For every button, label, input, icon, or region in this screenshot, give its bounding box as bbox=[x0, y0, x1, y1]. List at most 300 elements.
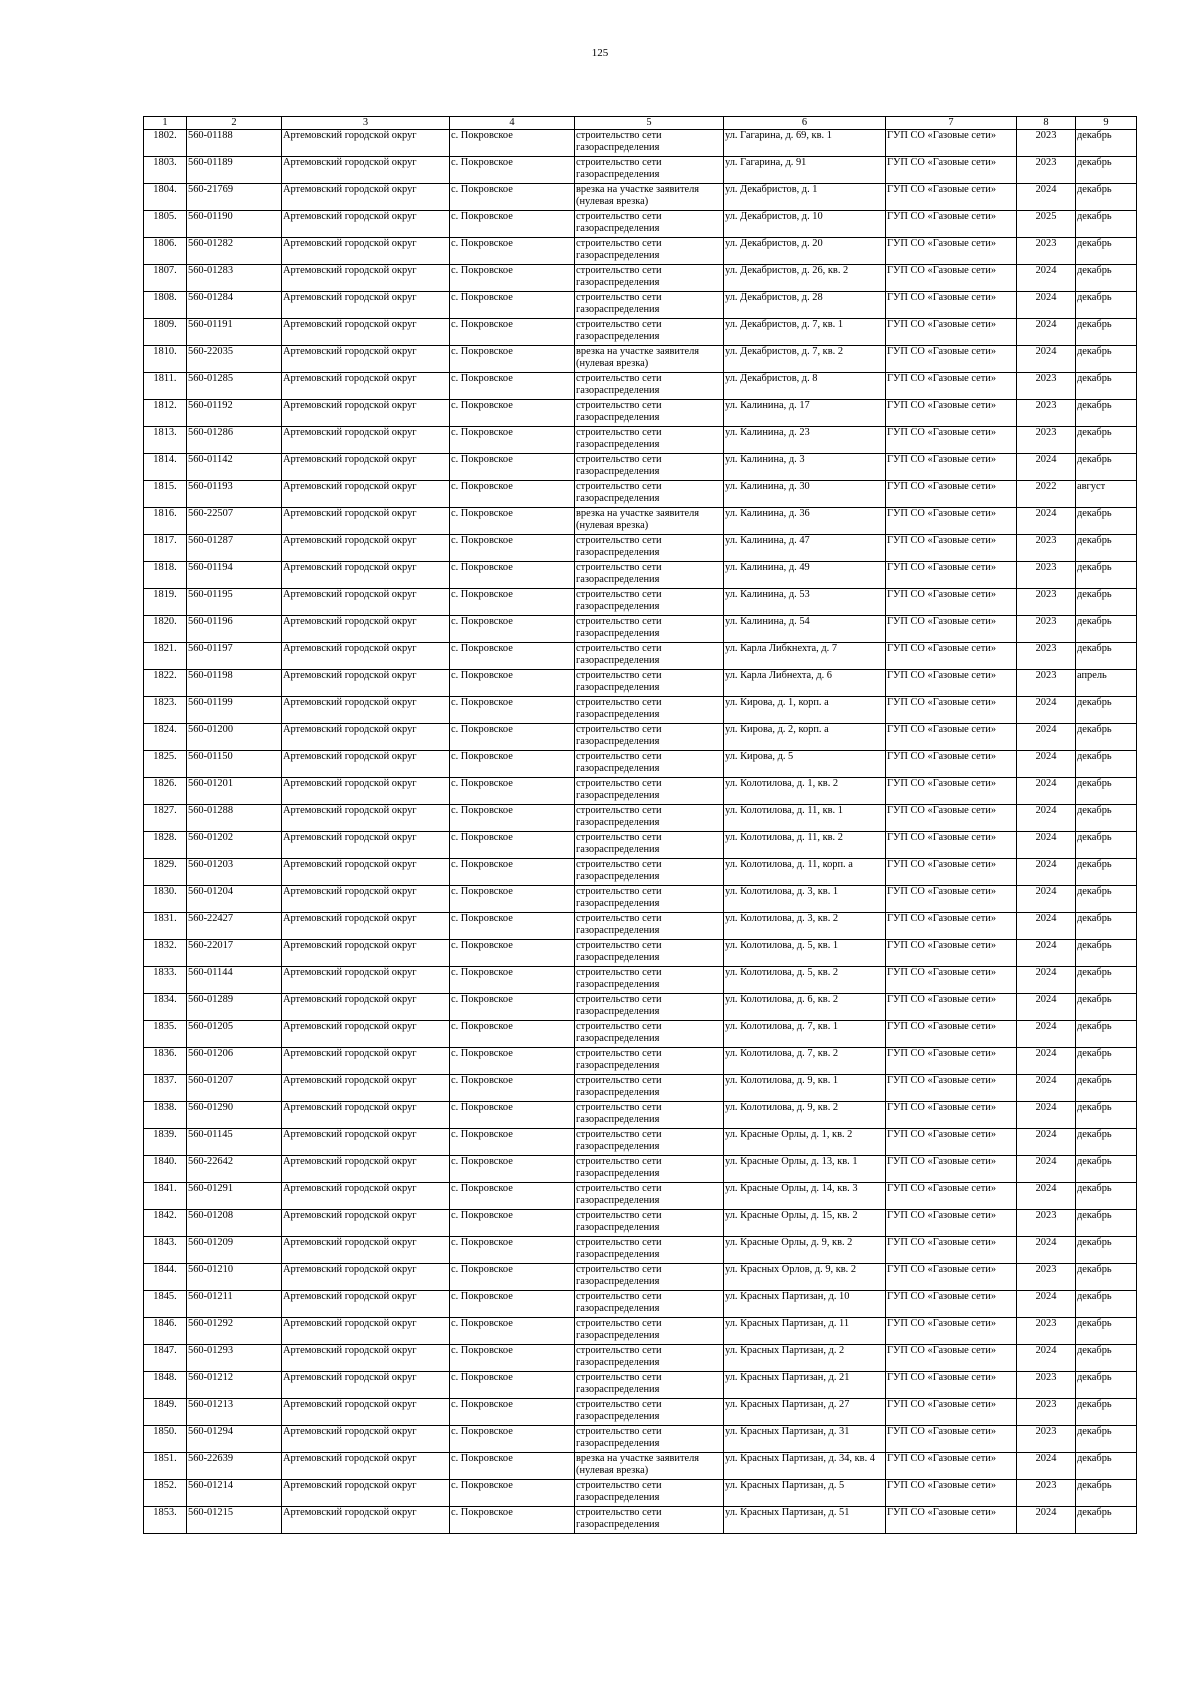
month-cell: декабрь bbox=[1076, 1129, 1137, 1156]
month-cell: декабрь bbox=[1076, 805, 1137, 832]
municipality-cell: Артемовский городской округ bbox=[282, 400, 450, 427]
address-cell: ул. Гагарина, д. 69, кв. 1 bbox=[724, 130, 886, 157]
year-cell: 2024 bbox=[1017, 724, 1076, 751]
month-cell: декабрь bbox=[1076, 1399, 1137, 1426]
year-cell: 2024 bbox=[1017, 1507, 1076, 1534]
object-code-cell: 560-22642 bbox=[187, 1156, 282, 1183]
row-number-cell: 1815. bbox=[144, 481, 187, 508]
table-row bbox=[144, 1372, 1137, 1399]
settlement-cell: с. Покровское bbox=[450, 832, 575, 859]
work-type-cell: врезка на участке заявителя (нулевая врезка) bbox=[575, 346, 724, 373]
row-number-cell: 1837. bbox=[144, 1075, 187, 1102]
object-code-cell: 560-01204 bbox=[187, 886, 282, 913]
operator-cell: ГУП СО «Газовые сети» bbox=[886, 1480, 1017, 1507]
work-type-cell: строительство сети газораспределения bbox=[575, 1399, 724, 1426]
month-cell: декабрь bbox=[1076, 832, 1137, 859]
year-cell: 2023 bbox=[1017, 1264, 1076, 1291]
year-cell: 2023 bbox=[1017, 157, 1076, 184]
settlement-cell: с. Покровское bbox=[450, 751, 575, 778]
work-type-cell: строительство сети газораспределения bbox=[575, 1372, 724, 1399]
operator-cell: ГУП СО «Газовые сети» bbox=[886, 1264, 1017, 1291]
operator-cell: ГУП СО «Газовые сети» bbox=[886, 643, 1017, 670]
settlement-cell: с. Покровское bbox=[450, 1426, 575, 1453]
operator-cell: ГУП СО «Газовые сети» bbox=[886, 211, 1017, 238]
operator-cell: ГУП СО «Газовые сети» bbox=[886, 1399, 1017, 1426]
row-number-cell: 1845. bbox=[144, 1291, 187, 1318]
address-cell: ул. Гагарина, д. 91 bbox=[724, 157, 886, 184]
operator-cell: ГУП СО «Газовые сети» bbox=[886, 724, 1017, 751]
year-cell: 2023 bbox=[1017, 616, 1076, 643]
municipality-cell: Артемовский городской округ bbox=[282, 1345, 450, 1372]
object-code-cell: 560-01150 bbox=[187, 751, 282, 778]
month-cell: декабрь bbox=[1076, 1318, 1137, 1345]
year-cell: 2023 bbox=[1017, 589, 1076, 616]
settlement-cell: с. Покровское bbox=[450, 1318, 575, 1345]
work-type-cell: строительство сети газораспределения bbox=[575, 1426, 724, 1453]
row-number-cell: 1818. bbox=[144, 562, 187, 589]
month-cell: декабрь bbox=[1076, 1480, 1137, 1507]
row-number-cell: 1814. bbox=[144, 454, 187, 481]
object-code-cell: 560-01190 bbox=[187, 211, 282, 238]
year-cell: 2024 bbox=[1017, 967, 1076, 994]
address-cell: ул. Калинина, д. 54 bbox=[724, 616, 886, 643]
table-row bbox=[144, 1426, 1137, 1453]
year-cell: 2024 bbox=[1017, 1345, 1076, 1372]
year-cell: 2023 bbox=[1017, 1480, 1076, 1507]
municipality-cell: Артемовский городской округ bbox=[282, 1129, 450, 1156]
municipality-cell: Артемовский городской округ bbox=[282, 697, 450, 724]
object-code-cell: 560-01294 bbox=[187, 1426, 282, 1453]
table-row bbox=[144, 967, 1137, 994]
work-type-cell: строительство сети газораспределения bbox=[575, 1210, 724, 1237]
year-cell: 2023 bbox=[1017, 427, 1076, 454]
table-body bbox=[144, 130, 1137, 1534]
settlement-cell: с. Покровское bbox=[450, 1237, 575, 1264]
municipality-cell: Артемовский городской округ bbox=[282, 670, 450, 697]
table-row bbox=[144, 724, 1137, 751]
municipality-cell: Артемовский городской округ bbox=[282, 1318, 450, 1345]
work-type-cell: строительство сети газораспределения bbox=[575, 967, 724, 994]
work-type-cell: строительство сети газораспределения bbox=[575, 238, 724, 265]
address-cell: ул. Колотилова, д. 7, кв. 2 bbox=[724, 1048, 886, 1075]
work-type-cell: строительство сети газораспределения bbox=[575, 670, 724, 697]
municipality-cell: Артемовский городской округ bbox=[282, 1507, 450, 1534]
settlement-cell: с. Покровское bbox=[450, 319, 575, 346]
row-number-cell: 1806. bbox=[144, 238, 187, 265]
month-cell: декабрь bbox=[1076, 427, 1137, 454]
row-number-cell: 1830. bbox=[144, 886, 187, 913]
address-cell: ул. Декабристов, д. 26, кв. 2 bbox=[724, 265, 886, 292]
table-row bbox=[144, 643, 1137, 670]
object-code-cell: 560-01210 bbox=[187, 1264, 282, 1291]
operator-cell: ГУП СО «Газовые сети» bbox=[886, 427, 1017, 454]
row-number-cell: 1825. bbox=[144, 751, 187, 778]
settlement-cell: с. Покровское bbox=[450, 1399, 575, 1426]
work-type-cell: строительство сети газораспределения bbox=[575, 751, 724, 778]
address-cell: ул. Красных Партизан, д. 10 bbox=[724, 1291, 886, 1318]
work-type-cell: строительство сети газораспределения bbox=[575, 1156, 724, 1183]
row-number-cell: 1846. bbox=[144, 1318, 187, 1345]
year-cell: 2024 bbox=[1017, 508, 1076, 535]
row-number-cell: 1810. bbox=[144, 346, 187, 373]
municipality-cell: Артемовский городской округ bbox=[282, 859, 450, 886]
address-cell: ул. Колотилова, д. 3, кв. 2 bbox=[724, 913, 886, 940]
month-cell: декабрь bbox=[1076, 1156, 1137, 1183]
settlement-cell: с. Покровское bbox=[450, 508, 575, 535]
work-type-cell: строительство сети газораспределения bbox=[575, 1480, 724, 1507]
column-header: 4 bbox=[450, 117, 575, 130]
table-row bbox=[144, 292, 1137, 319]
address-cell: ул. Колотилова, д. 6, кв. 2 bbox=[724, 994, 886, 1021]
work-type-cell: строительство сети газораспределения bbox=[575, 1129, 724, 1156]
year-cell: 2023 bbox=[1017, 1318, 1076, 1345]
object-code-cell: 560-21769 bbox=[187, 184, 282, 211]
work-type-cell: строительство сети газораспределения bbox=[575, 940, 724, 967]
year-cell: 2023 bbox=[1017, 535, 1076, 562]
table-row bbox=[144, 589, 1137, 616]
municipality-cell: Артемовский городской округ bbox=[282, 1480, 450, 1507]
municipality-cell: Артемовский городской округ bbox=[282, 1399, 450, 1426]
year-cell: 2023 bbox=[1017, 1210, 1076, 1237]
operator-cell: ГУП СО «Газовые сети» bbox=[886, 1075, 1017, 1102]
table-row bbox=[144, 805, 1137, 832]
object-code-cell: 560-01142 bbox=[187, 454, 282, 481]
month-cell: декабрь bbox=[1076, 1183, 1137, 1210]
work-type-cell: строительство сети газораспределения bbox=[575, 589, 724, 616]
operator-cell: ГУП СО «Газовые сети» bbox=[886, 238, 1017, 265]
municipality-cell: Артемовский городской округ bbox=[282, 724, 450, 751]
row-number-cell: 1832. bbox=[144, 940, 187, 967]
settlement-cell: с. Покровское bbox=[450, 1480, 575, 1507]
work-type-cell: строительство сети газораспределения bbox=[575, 373, 724, 400]
work-type-cell: врезка на участке заявителя (нулевая врезка) bbox=[575, 1453, 724, 1480]
municipality-cell: Артемовский городской округ bbox=[282, 1453, 450, 1480]
work-type-cell: строительство сети газораспределения bbox=[575, 913, 724, 940]
municipality-cell: Артемовский городской округ bbox=[282, 1156, 450, 1183]
municipality-cell: Артемовский городской округ bbox=[282, 967, 450, 994]
address-cell: ул. Колотилова, д. 11, корп. а bbox=[724, 859, 886, 886]
operator-cell: ГУП СО «Газовые сети» bbox=[886, 994, 1017, 1021]
object-code-cell: 560-01188 bbox=[187, 130, 282, 157]
table-row bbox=[144, 1156, 1137, 1183]
table-row bbox=[144, 562, 1137, 589]
work-type-cell: строительство сети газораспределения bbox=[575, 1264, 724, 1291]
address-cell: ул. Декабристов, д. 1 bbox=[724, 184, 886, 211]
row-number-cell: 1809. bbox=[144, 319, 187, 346]
address-cell: ул. Колотилова, д. 3, кв. 1 bbox=[724, 886, 886, 913]
municipality-cell: Артемовский городской округ bbox=[282, 535, 450, 562]
month-cell: декабрь bbox=[1076, 562, 1137, 589]
object-code-cell: 560-01283 bbox=[187, 265, 282, 292]
settlement-cell: с. Покровское bbox=[450, 1345, 575, 1372]
table-row bbox=[144, 616, 1137, 643]
work-type-cell: строительство сети газораспределения bbox=[575, 1102, 724, 1129]
year-cell: 2024 bbox=[1017, 454, 1076, 481]
row-number-cell: 1849. bbox=[144, 1399, 187, 1426]
settlement-cell: с. Покровское bbox=[450, 1048, 575, 1075]
object-code-cell: 560-01144 bbox=[187, 967, 282, 994]
work-type-cell: строительство сети газораспределения bbox=[575, 1345, 724, 1372]
year-cell: 2024 bbox=[1017, 994, 1076, 1021]
table-row bbox=[144, 1318, 1137, 1345]
work-type-cell: строительство сети газораспределения bbox=[575, 616, 724, 643]
object-code-cell: 560-01193 bbox=[187, 481, 282, 508]
address-cell: ул. Калинина, д. 3 bbox=[724, 454, 886, 481]
operator-cell: ГУП СО «Газовые сети» bbox=[886, 481, 1017, 508]
year-cell: 2023 bbox=[1017, 1426, 1076, 1453]
operator-cell: ГУП СО «Газовые сети» bbox=[886, 1453, 1017, 1480]
address-cell: ул. Колотилова, д. 5, кв. 1 bbox=[724, 940, 886, 967]
work-type-cell: строительство сети газораспределения bbox=[575, 481, 724, 508]
year-cell: 2023 bbox=[1017, 130, 1076, 157]
work-type-cell: строительство сети газораспределения bbox=[575, 1507, 724, 1534]
row-number-cell: 1839. bbox=[144, 1129, 187, 1156]
month-cell: декабрь bbox=[1076, 238, 1137, 265]
row-number-cell: 1817. bbox=[144, 535, 187, 562]
page-number: 125 bbox=[591, 47, 609, 59]
operator-cell: ГУП СО «Газовые сети» bbox=[886, 184, 1017, 211]
row-number-cell: 1827. bbox=[144, 805, 187, 832]
table-row bbox=[144, 886, 1137, 913]
year-cell: 2024 bbox=[1017, 832, 1076, 859]
operator-cell: ГУП СО «Газовые сети» bbox=[886, 508, 1017, 535]
work-type-cell: строительство сети газораспределения bbox=[575, 319, 724, 346]
column-header: 9 bbox=[1076, 117, 1137, 130]
row-number-cell: 1831. bbox=[144, 913, 187, 940]
settlement-cell: с. Покровское bbox=[450, 886, 575, 913]
operator-cell: ГУП СО «Газовые сети» bbox=[886, 1156, 1017, 1183]
table-row bbox=[144, 778, 1137, 805]
object-code-cell: 560-01199 bbox=[187, 697, 282, 724]
table-row bbox=[144, 697, 1137, 724]
operator-cell: ГУП СО «Газовые сети» bbox=[886, 886, 1017, 913]
settlement-cell: с. Покровское bbox=[450, 373, 575, 400]
object-code-cell: 560-01289 bbox=[187, 994, 282, 1021]
work-type-cell: строительство сети газораспределения bbox=[575, 130, 724, 157]
operator-cell: ГУП СО «Газовые сети» bbox=[886, 805, 1017, 832]
month-cell: декабрь bbox=[1076, 1210, 1137, 1237]
year-cell: 2023 bbox=[1017, 373, 1076, 400]
work-type-cell: строительство сети газораспределения bbox=[575, 832, 724, 859]
work-type-cell: строительство сети газораспределения bbox=[575, 778, 724, 805]
month-cell: декабрь bbox=[1076, 292, 1137, 319]
address-cell: ул. Красных Орлов, д. 9, кв. 2 bbox=[724, 1264, 886, 1291]
year-cell: 2024 bbox=[1017, 1102, 1076, 1129]
municipality-cell: Артемовский городской округ bbox=[282, 373, 450, 400]
month-cell: декабрь bbox=[1076, 265, 1137, 292]
row-number-cell: 1805. bbox=[144, 211, 187, 238]
address-cell: ул. Кирова, д. 1, корп. а bbox=[724, 697, 886, 724]
month-cell: декабрь bbox=[1076, 859, 1137, 886]
address-cell: ул. Колотилова, д. 11, кв. 2 bbox=[724, 832, 886, 859]
municipality-cell: Артемовский городской округ bbox=[282, 778, 450, 805]
settlement-cell: с. Покровское bbox=[450, 778, 575, 805]
operator-cell: ГУП СО «Газовые сети» bbox=[886, 940, 1017, 967]
table-row bbox=[144, 346, 1137, 373]
settlement-cell: с. Покровское bbox=[450, 454, 575, 481]
month-cell: декабрь bbox=[1076, 346, 1137, 373]
object-code-cell: 560-01207 bbox=[187, 1075, 282, 1102]
column-header: 8 bbox=[1017, 117, 1076, 130]
municipality-cell: Артемовский городской округ bbox=[282, 508, 450, 535]
municipality-cell: Артемовский городской округ bbox=[282, 1183, 450, 1210]
table-row bbox=[144, 535, 1137, 562]
row-number-cell: 1828. bbox=[144, 832, 187, 859]
operator-cell: ГУП СО «Газовые сети» bbox=[886, 157, 1017, 184]
month-cell: декабрь bbox=[1076, 373, 1137, 400]
address-cell: ул. Декабристов, д. 8 bbox=[724, 373, 886, 400]
object-code-cell: 560-01205 bbox=[187, 1021, 282, 1048]
row-number-cell: 1848. bbox=[144, 1372, 187, 1399]
year-cell: 2023 bbox=[1017, 1399, 1076, 1426]
row-number-cell: 1824. bbox=[144, 724, 187, 751]
month-cell: декабрь bbox=[1076, 886, 1137, 913]
object-code-cell: 560-01211 bbox=[187, 1291, 282, 1318]
year-cell: 2024 bbox=[1017, 184, 1076, 211]
object-code-cell: 560-22017 bbox=[187, 940, 282, 967]
object-code-cell: 560-01145 bbox=[187, 1129, 282, 1156]
address-cell: ул. Калинина, д. 49 bbox=[724, 562, 886, 589]
settlement-cell: с. Покровское bbox=[450, 1102, 575, 1129]
municipality-cell: Артемовский городской округ bbox=[282, 184, 450, 211]
row-number-cell: 1802. bbox=[144, 130, 187, 157]
month-cell: декабрь bbox=[1076, 184, 1137, 211]
table-row bbox=[144, 1264, 1137, 1291]
year-cell: 2024 bbox=[1017, 751, 1076, 778]
column-header: 2 bbox=[187, 117, 282, 130]
settlement-cell: с. Покровское bbox=[450, 157, 575, 184]
municipality-cell: Артемовский городской округ bbox=[282, 1048, 450, 1075]
operator-cell: ГУП СО «Газовые сети» bbox=[886, 1507, 1017, 1534]
column-header: 5 bbox=[575, 117, 724, 130]
municipality-cell: Артемовский городской округ bbox=[282, 1021, 450, 1048]
table-row bbox=[144, 265, 1137, 292]
address-cell: ул. Красных Партизан, д. 34, кв. 4 bbox=[724, 1453, 886, 1480]
row-number-cell: 1822. bbox=[144, 670, 187, 697]
operator-cell: ГУП СО «Газовые сети» bbox=[886, 1345, 1017, 1372]
operator-cell: ГУП СО «Газовые сети» bbox=[886, 832, 1017, 859]
object-code-cell: 560-01282 bbox=[187, 238, 282, 265]
work-type-cell: строительство сети газораспределения bbox=[575, 454, 724, 481]
year-cell: 2024 bbox=[1017, 697, 1076, 724]
address-cell: ул. Декабристов, д. 7, кв. 2 bbox=[724, 346, 886, 373]
object-code-cell: 560-01203 bbox=[187, 859, 282, 886]
year-cell: 2024 bbox=[1017, 1291, 1076, 1318]
work-type-cell: строительство сети газораспределения bbox=[575, 859, 724, 886]
year-cell: 2024 bbox=[1017, 292, 1076, 319]
operator-cell: ГУП СО «Газовые сети» bbox=[886, 1210, 1017, 1237]
year-cell: 2023 bbox=[1017, 643, 1076, 670]
column-header: 6 bbox=[724, 117, 886, 130]
column-header: 7 bbox=[886, 117, 1017, 130]
month-cell: декабрь bbox=[1076, 319, 1137, 346]
year-cell: 2023 bbox=[1017, 670, 1076, 697]
row-number-cell: 1840. bbox=[144, 1156, 187, 1183]
row-number-cell: 1834. bbox=[144, 994, 187, 1021]
table-row bbox=[144, 1345, 1137, 1372]
month-cell: декабрь bbox=[1076, 724, 1137, 751]
address-cell: ул. Красные Орлы, д. 13, кв. 1 bbox=[724, 1156, 886, 1183]
operator-cell: ГУП СО «Газовые сети» bbox=[886, 373, 1017, 400]
settlement-cell: с. Покровское bbox=[450, 697, 575, 724]
row-number-cell: 1838. bbox=[144, 1102, 187, 1129]
work-type-cell: строительство сети газораспределения bbox=[575, 1237, 724, 1264]
settlement-cell: с. Покровское bbox=[450, 1075, 575, 1102]
object-code-cell: 560-01191 bbox=[187, 319, 282, 346]
month-cell: декабрь bbox=[1076, 751, 1137, 778]
table-row bbox=[144, 1021, 1137, 1048]
row-number-cell: 1852. bbox=[144, 1480, 187, 1507]
object-code-cell: 560-01292 bbox=[187, 1318, 282, 1345]
settlement-cell: с. Покровское bbox=[450, 616, 575, 643]
municipality-cell: Артемовский городской округ bbox=[282, 643, 450, 670]
work-type-cell: строительство сети газораспределения bbox=[575, 1075, 724, 1102]
work-type-cell: строительство сети газораспределения bbox=[575, 805, 724, 832]
year-cell: 2024 bbox=[1017, 319, 1076, 346]
operator-cell: ГУП СО «Газовые сети» bbox=[886, 589, 1017, 616]
settlement-cell: с. Покровское bbox=[450, 1507, 575, 1534]
settlement-cell: с. Покровское bbox=[450, 292, 575, 319]
row-number-cell: 1850. bbox=[144, 1426, 187, 1453]
municipality-cell: Артемовский городской округ bbox=[282, 346, 450, 373]
object-code-cell: 560-01284 bbox=[187, 292, 282, 319]
address-cell: ул. Калинина, д. 36 bbox=[724, 508, 886, 535]
municipality-cell: Артемовский городской округ bbox=[282, 211, 450, 238]
address-cell: ул. Красных Партизан, д. 2 bbox=[724, 1345, 886, 1372]
settlement-cell: с. Покровское bbox=[450, 184, 575, 211]
address-cell: ул. Кирова, д. 2, корп. а bbox=[724, 724, 886, 751]
settlement-cell: с. Покровское bbox=[450, 1372, 575, 1399]
operator-cell: ГУП СО «Газовые сети» bbox=[886, 400, 1017, 427]
month-cell: декабрь bbox=[1076, 1264, 1137, 1291]
address-cell: ул. Калинина, д. 30 bbox=[724, 481, 886, 508]
year-cell: 2024 bbox=[1017, 1129, 1076, 1156]
table-row bbox=[144, 1453, 1137, 1480]
year-cell: 2024 bbox=[1017, 913, 1076, 940]
row-number-cell: 1835. bbox=[144, 1021, 187, 1048]
row-number-cell: 1841. bbox=[144, 1183, 187, 1210]
settlement-cell: с. Покровское bbox=[450, 670, 575, 697]
row-number-cell: 1816. bbox=[144, 508, 187, 535]
year-cell: 2023 bbox=[1017, 562, 1076, 589]
table-row bbox=[144, 1183, 1137, 1210]
municipality-cell: Артемовский городской округ bbox=[282, 157, 450, 184]
table-row bbox=[144, 130, 1137, 157]
month-cell: апрель bbox=[1076, 670, 1137, 697]
municipality-cell: Артемовский городской округ bbox=[282, 1291, 450, 1318]
table-row bbox=[144, 400, 1137, 427]
address-cell: ул. Декабристов, д. 28 bbox=[724, 292, 886, 319]
work-type-cell: строительство сети газораспределения bbox=[575, 535, 724, 562]
operator-cell: ГУП СО «Газовые сети» bbox=[886, 859, 1017, 886]
table-row bbox=[144, 211, 1137, 238]
object-code-cell: 560-01286 bbox=[187, 427, 282, 454]
month-cell: декабрь bbox=[1076, 967, 1137, 994]
settlement-cell: с. Покровское bbox=[450, 805, 575, 832]
month-cell: декабрь bbox=[1076, 1102, 1137, 1129]
month-cell: декабрь bbox=[1076, 454, 1137, 481]
object-code-cell: 560-01195 bbox=[187, 589, 282, 616]
operator-cell: ГУП СО «Газовые сети» bbox=[886, 454, 1017, 481]
month-cell: декабрь bbox=[1076, 778, 1137, 805]
month-cell: август bbox=[1076, 481, 1137, 508]
operator-cell: ГУП СО «Газовые сети» bbox=[886, 1129, 1017, 1156]
year-cell: 2024 bbox=[1017, 778, 1076, 805]
row-number-cell: 1836. bbox=[144, 1048, 187, 1075]
municipality-cell: Артемовский городской округ bbox=[282, 1237, 450, 1264]
settlement-cell: с. Покровское bbox=[450, 994, 575, 1021]
object-code-cell: 560-01209 bbox=[187, 1237, 282, 1264]
